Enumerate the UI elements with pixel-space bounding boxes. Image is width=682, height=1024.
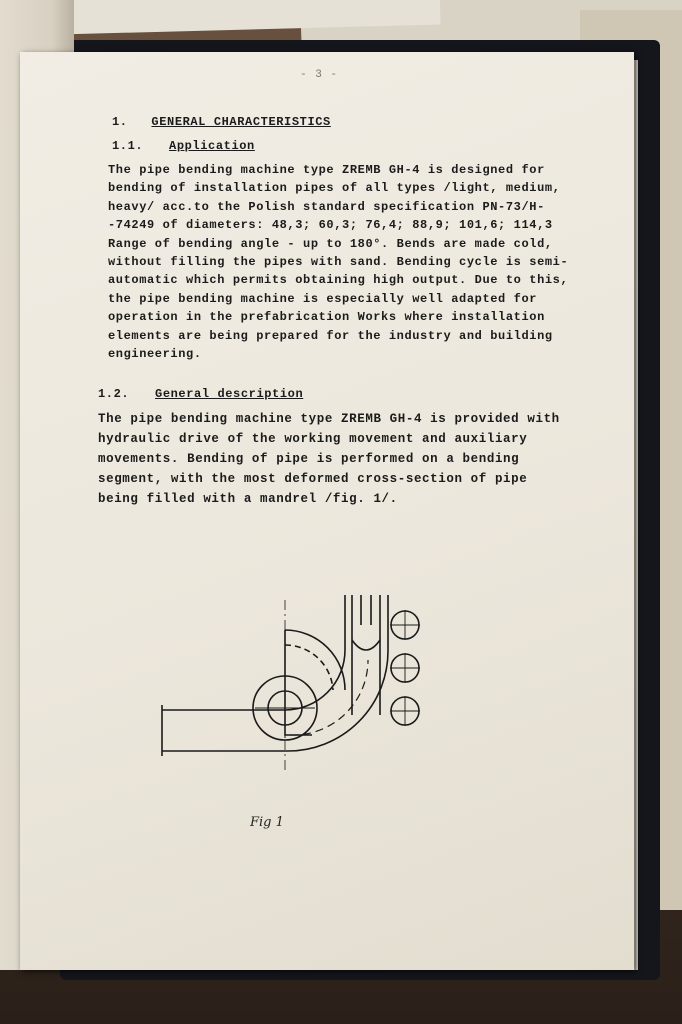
document-text bbox=[98, 115, 578, 509]
description-paragraph: The pipe bending machine type ZREMB GH-4 is provided with hydraulic drive of the working movement and auxiliary movements. Bending of pipe is performed on a bending segment, with the most deformed cross-section of pipe being filled with a mandrel /fig. 1/. bbox=[98, 412, 560, 507]
section-number: 1. bbox=[112, 115, 128, 129]
subsection-heading-description bbox=[98, 387, 578, 401]
figure-caption: Fig 1 bbox=[250, 815, 284, 830]
section-heading bbox=[112, 115, 578, 129]
pipe-bender-figure bbox=[140, 540, 440, 770]
section-title: GENERAL CHARACTERISTICS bbox=[151, 115, 331, 129]
subsection-heading-application bbox=[112, 139, 578, 153]
subsection-title: General description bbox=[155, 387, 304, 402]
page-number: - 3 - bbox=[300, 69, 339, 81]
subsection-title: Application bbox=[169, 139, 255, 153]
pipe-bend-outer bbox=[288, 595, 388, 751]
subsection-number: 1.2. bbox=[98, 387, 130, 402]
application-paragraph: The pipe bending machine type ZREMB GH-4 is designed for bending of installation pipes of all types /light, medium, heavy/ acc.to the Polish standard specification PN-73/H- -74249 of diameters: 48,3; 60,3; 76,4; 88,9; 101,6; 114,3 Range of bending angle - up to 180°. Bends are made cold, without filling the pipes with sand. Bending cycle is semi- automatic which permits obtaining high output. Due to this, the pipe bending machine is especially well adapted for operation in the prefabrication Works where installation elements are being prepared for the industry and building engineering. bbox=[108, 163, 569, 362]
subsection-number: 1.1. bbox=[112, 139, 144, 153]
mandrel bbox=[352, 595, 380, 715]
